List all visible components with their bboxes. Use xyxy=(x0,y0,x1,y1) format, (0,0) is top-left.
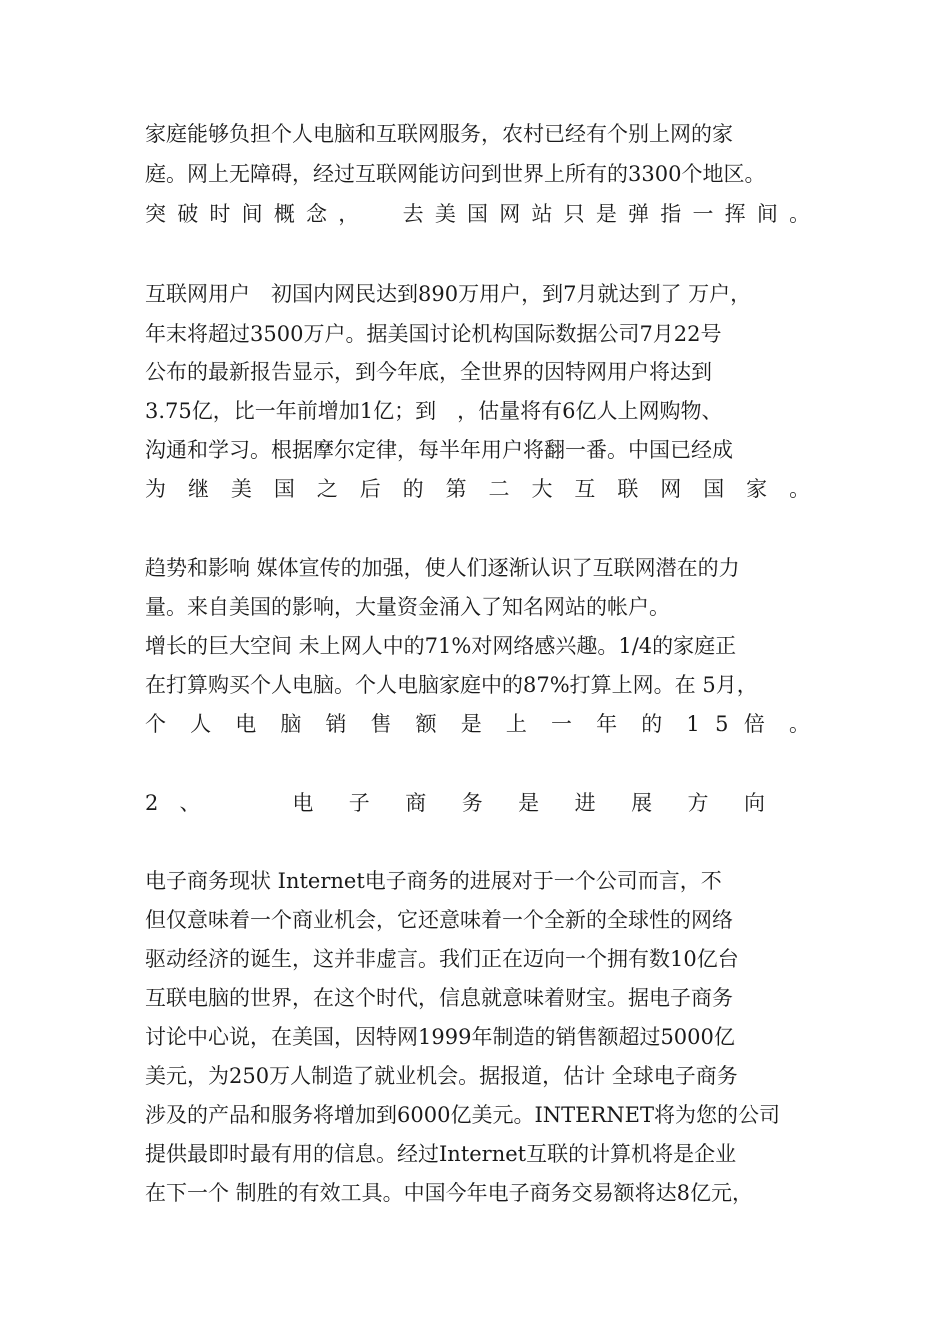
paragraph-line: 年末将超过3500万户。据美国讨论机构国际数据公司7月22号 xyxy=(145,322,722,346)
paragraph-line: 讨论中心说，在美国，因特网1999年制造的销售额超过5000亿 xyxy=(145,1025,735,1049)
paragraph-line: 沟通和学习。根据摩尔定律，每半年用户将翻一番。中国已经成 xyxy=(145,438,733,462)
paragraph-line: 提供最即时最有用的信息。经过Internet互联的计算机将是企业 xyxy=(145,1142,737,1166)
section-heading: 2 、 电 子 商 务 是 进 展 方 向 xyxy=(145,791,765,815)
paragraph-line: 互联网用户 初国内网民达到890万用户，到7月就达到了 万户， xyxy=(145,282,752,306)
paragraph-line: 量。来自美国的影响，大量资金涌入了知名网站的帐户。 xyxy=(145,595,670,619)
paragraph-line: 个 人 电 脑 销 售 额 是 上 一 年 的 1 5 倍 。 xyxy=(145,712,810,736)
paragraph-line: 驱动经济的诞生，这并非虚言。我们正在迈向一个拥有数10亿台 xyxy=(145,947,739,971)
paragraph-line: 家庭能够负担个人电脑和互联网服务，农村已经有个别上网的家 xyxy=(145,122,733,146)
paragraph-line: 公布的最新报告显示，到今年底，全世界的因特网用户将达到 xyxy=(145,360,712,384)
paragraph-line: 美元，为250万人制造了就业机会。据报道，估计 全球电子商务 xyxy=(145,1064,738,1088)
paragraph-line: 3.75亿，比一年前增加1亿；到 ，估量将有6亿人上网购物、 xyxy=(145,399,723,423)
paragraph-line: 趋势和影响 媒体宣传的加强，使人们逐渐认识了互联网潜在的力 xyxy=(145,556,740,580)
paragraph-line: 庭。网上无障碍，经过互联网能访问到世界上所有的3300个地区。 xyxy=(145,162,766,186)
paragraph-line: 在打算购买个人电脑。个人电脑家庭中的87%打算上网。在 5月， xyxy=(145,673,758,697)
paragraph-line: 但仅意味着一个商业机会，它还意味着一个全新的全球性的网络 xyxy=(145,908,733,932)
paragraph-line: 互联电脑的世界，在这个时代，信息就意味着财宝。据电子商务 xyxy=(145,986,733,1010)
paragraph-line: 为 继 美 国 之 后 的 第 二 大 互 联 网 国 家 。 xyxy=(145,477,810,501)
paragraph-line: 增长的巨大空间 未上网人中的71%对网络感兴趣。1/4的家庭正 xyxy=(145,634,737,658)
paragraph-line: 在下一个 制胜的有效工具。中国今年电子商务交易额将达8亿元， xyxy=(145,1181,754,1205)
paragraph-line: 突 破 时 间 概 念 ， 去 美 国 网 站 只 是 弹 指 一 挥 间 。 xyxy=(145,202,810,226)
paragraph-line: 电子商务现状 Internet电子商务的进展对于一个公司而言，不 xyxy=(145,869,722,893)
paragraph-line: 涉及的产品和服务将增加到6000亿美元。INTERNET将为您的公司 xyxy=(145,1103,780,1127)
